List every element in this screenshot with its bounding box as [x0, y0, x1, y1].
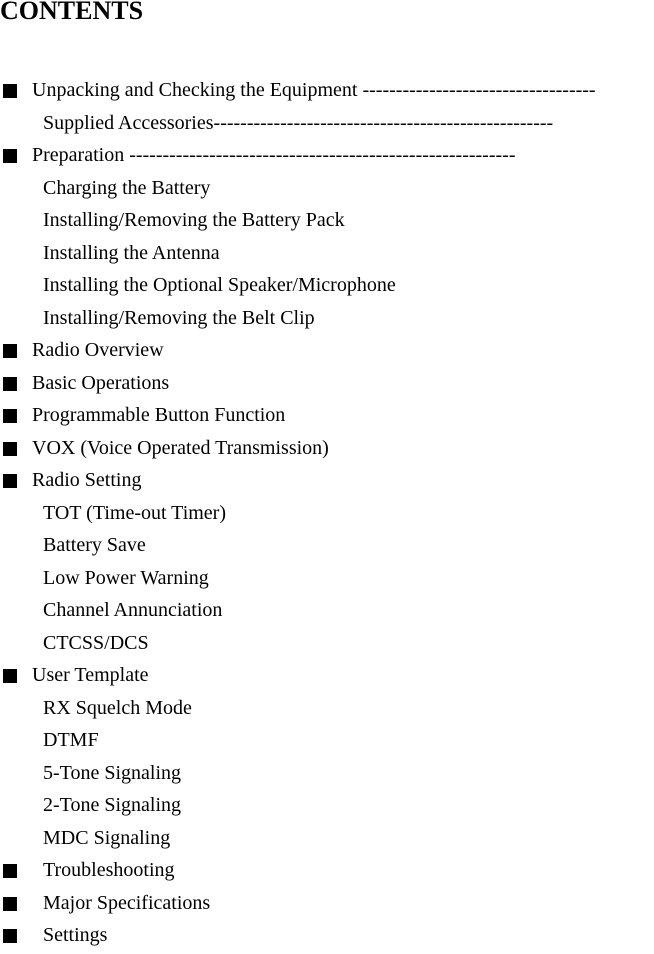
toc-entry-label: VOX (Voice Operated Transmission) — [32, 436, 329, 459]
square-bullet-icon — [3, 897, 17, 911]
toc-entry-label: Programmable Button Function — [32, 404, 286, 426]
square-bullet-icon — [3, 864, 17, 878]
toc-entry-label: TOT (Time-out Timer) — [43, 501, 226, 524]
square-bullet-icon — [3, 442, 17, 456]
square-bullet-icon — [3, 344, 17, 358]
square-bullet-icon — [3, 149, 17, 163]
toc-section-entry[interactable] — [0, 141, 654, 174]
toc-section-entry[interactable] — [0, 661, 654, 694]
toc-entry-label: Charging the Battery — [43, 176, 211, 199]
toc-entry-label: User Template — [32, 664, 149, 686]
toc-entry-label: DTMF — [43, 729, 99, 751]
square-bullet-icon — [3, 474, 17, 488]
toc-section-entry[interactable] — [0, 369, 654, 402]
toc-entry-label: 5-Tone Signaling — [43, 761, 182, 784]
toc-entry-label: Battery Save — [43, 534, 146, 556]
square-bullet-icon — [3, 409, 17, 423]
square-bullet-icon — [3, 84, 17, 98]
square-bullet-icon — [3, 669, 17, 683]
toc-entry-label: Low Power Warning — [43, 566, 209, 589]
toc-entry-label: MDC Signaling — [43, 826, 171, 849]
table-of-contents — [0, 76, 654, 954]
toc-entry-label: Settings — [43, 924, 108, 946]
square-bullet-icon — [3, 377, 17, 391]
toc-section-entry[interactable] — [0, 336, 654, 369]
toc-entry-label: Installing/Removing the Belt Clip — [43, 306, 315, 329]
toc-section-entry[interactable] — [0, 401, 654, 434]
toc-subsection-entry[interactable] — [0, 694, 654, 727]
toc-subsection-entry[interactable] — [0, 174, 654, 207]
toc-entry-label: RX Squelch Mode — [43, 696, 192, 719]
toc-entry-label: Preparation ---------------------------------------------------------- — [32, 144, 516, 166]
toc-subsection-entry[interactable] — [0, 726, 654, 759]
page-title: CONTENTS — [0, 0, 144, 25]
toc-entry-label: 2-Tone Signaling — [43, 794, 182, 816]
toc-subsection-entry[interactable] — [0, 596, 654, 629]
toc-entry-label: Radio Setting — [32, 469, 142, 491]
toc-subsection-entry[interactable] — [0, 791, 654, 824]
toc-entry-label: Troubleshooting — [43, 859, 175, 881]
toc-section-entry[interactable] — [0, 856, 654, 889]
toc-section-entry[interactable] — [0, 434, 654, 467]
toc-section-entry[interactable] — [0, 466, 654, 499]
toc-subsection-entry[interactable] — [0, 271, 654, 304]
toc-entry-label: Installing the Optional Speaker/Microphone — [43, 274, 396, 296]
toc-subsection-entry[interactable] — [0, 499, 654, 532]
toc-subsection-entry[interactable] — [0, 109, 654, 142]
toc-subsection-entry[interactable] — [0, 531, 654, 564]
toc-section-entry[interactable] — [0, 889, 654, 922]
toc-section-entry[interactable] — [0, 76, 654, 109]
toc-subsection-entry[interactable] — [0, 304, 654, 337]
toc-entry-label: Unpacking and Checking the Equipment ----------------------------------- — [32, 79, 596, 101]
toc-section-entry[interactable] — [0, 921, 654, 954]
toc-entry-label: Installing the Antenna — [43, 241, 220, 264]
toc-entry-label: Channel Annunciation — [43, 599, 223, 621]
toc-entry-label: Installing/Removing the Battery Pack — [43, 209, 345, 231]
toc-entry-label: Major Specifications — [43, 891, 211, 914]
toc-subsection-entry[interactable] — [0, 629, 654, 662]
toc-entry-label: Supplied Accessories--------------------------------------------------- — [43, 111, 554, 134]
toc-subsection-entry[interactable] — [0, 206, 654, 239]
toc-entry-label: Radio Overview — [32, 339, 164, 361]
toc-entry-label: Basic Operations — [32, 371, 170, 394]
square-bullet-icon — [3, 929, 17, 943]
toc-subsection-entry[interactable] — [0, 824, 654, 857]
toc-entry-label: CTCSS/DCS — [43, 631, 149, 654]
toc-subsection-entry[interactable] — [0, 759, 654, 792]
toc-subsection-entry[interactable] — [0, 564, 654, 597]
toc-subsection-entry[interactable] — [0, 239, 654, 272]
